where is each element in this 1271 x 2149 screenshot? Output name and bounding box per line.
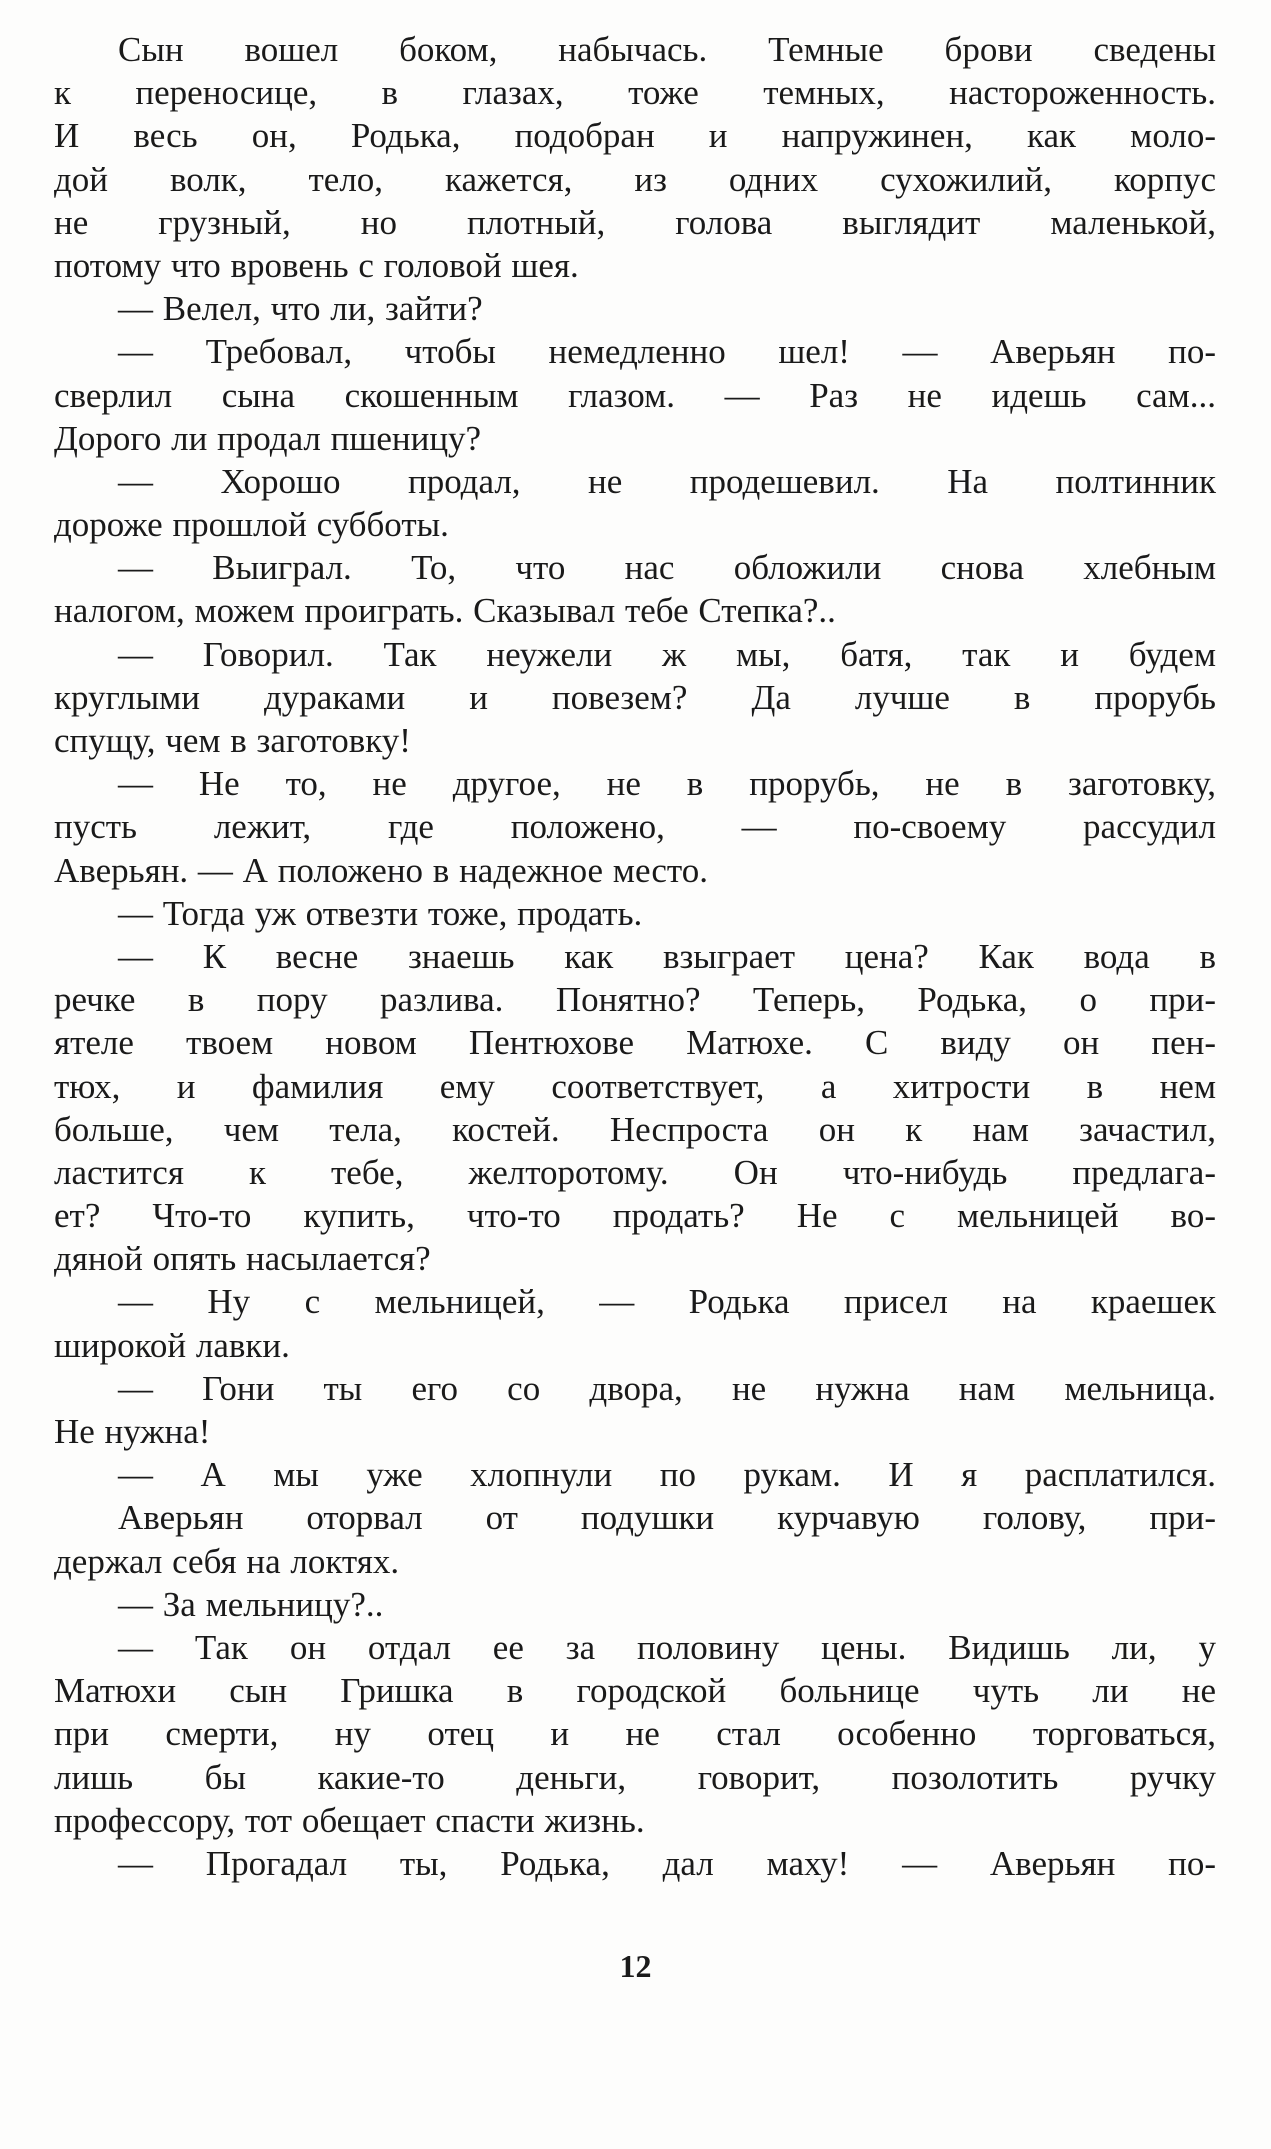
- text-line: — Говорил. Так неужели ж мы, батя, так и будем: [118, 634, 1216, 674]
- text-line: — Ну с мельницей, — Родька присел на краешек: [118, 1282, 1216, 1322]
- text-line: сверлил сына скошенным глазом. — Раз не идешь сам...: [54, 375, 1216, 415]
- text-line: спущу, чем в заготовку!: [54, 721, 411, 760]
- text-line: — Выиграл. То, что нас обложили снова хлебным: [118, 548, 1216, 588]
- text-line: — Прогадал ты, Родька, дал маху! — Аверьян по-: [118, 1843, 1216, 1883]
- text-line: — Не то, не другое, не в прорубь, не в заготовку,: [118, 764, 1216, 804]
- page-number: 12: [619, 1948, 652, 1984]
- text-line: — А мы уже хлопнули по рукам. И я расплатился.: [118, 1455, 1216, 1495]
- text-line: налогом, можем проиграть. Сказывал тебе Степка?..: [54, 591, 836, 631]
- text-line: не грузный, но плотный, голова выглядит маленькой,: [54, 202, 1216, 242]
- text-line: дяной опять насылается?: [54, 1239, 431, 1279]
- text-line: держал себя на локтях.: [54, 1541, 400, 1581]
- text-line: — Хорошо продал, не продешевил. На полтинник: [118, 461, 1216, 501]
- text-line: дороже прошлой субботы.: [54, 505, 449, 545]
- text-line: дой волк, тело, кажется, из одних сухожилий, корпус: [54, 159, 1216, 199]
- text-line: широкой лавки.: [54, 1325, 290, 1365]
- text-line: — За мельницу?..: [118, 1584, 384, 1624]
- text-line: — К весне знаешь как взыграет цена? Как вода в: [118, 936, 1216, 976]
- text-line: к переносице, в глазах, тоже темных, настороженность.: [54, 73, 1216, 113]
- text-line: лишь бы какие-то деньги, говорит, позолотить ручку: [54, 1757, 1216, 1797]
- text-line: Матюхи сын Гришка в городской больнице чуть ли не: [54, 1671, 1216, 1711]
- text-line: Аверьян оторвал от подушки курчавую голову, при-: [118, 1498, 1216, 1538]
- text-line: И весь он, Родька, подобран и напружинен, как моло-: [54, 116, 1216, 156]
- text-line: круглыми дураками и повезем? Да лучше в прорубь: [54, 677, 1216, 717]
- text-line: Аверьян. — А положено в надежное место.: [54, 850, 708, 890]
- text-line: потому что вровень с головой шея.: [54, 245, 579, 285]
- text-line: при смерти, ну отец и не стал особенно торговаться,: [54, 1714, 1216, 1754]
- text-line: тюх, и фамилия ему соответствует, а хитрости в нем: [54, 1066, 1216, 1106]
- text-line: речке в пору разлива. Понятно? Теперь, Родька, о при-: [54, 980, 1216, 1020]
- text-line: — Тогда уж отвезти тоже, продать.: [118, 893, 643, 933]
- text-line: ятеле твоем новом Пентюхове Матюхе. С виду он пен-: [54, 1023, 1216, 1063]
- text-line: — Велел, что ли, зайти?: [118, 289, 483, 329]
- text-line: — Гони ты его со двора, не нужна нам мельница.: [118, 1368, 1216, 1408]
- text-line: Сын вошел боком, набычась. Темные брови сведены: [118, 30, 1216, 69]
- body-text: [54, 28, 1216, 1885]
- text-line: — Требовал, чтобы немедленно шел! — Аверьян по-: [118, 332, 1216, 372]
- text-line: ет? Что-то купить, что-то продать? Не с мельницей во-: [54, 1196, 1216, 1236]
- text-line: Дорого ли продал пшеницу?: [54, 418, 482, 458]
- text-line: Не нужна!: [54, 1412, 211, 1451]
- text-line: ластится к тебе, желторотому. Он что-нибудь предлага-: [54, 1152, 1216, 1192]
- text-line: профессору, тот обещает спасти жизнь.: [54, 1800, 645, 1840]
- text-line: — Так он отдал ее за половину цены. Видишь ли, у: [118, 1627, 1216, 1667]
- text-line: пусть лежит, где положено, — по-своему рассудил: [54, 807, 1216, 847]
- text-line: больше, чем тела, костей. Неспроста он к нам зачастил,: [54, 1109, 1216, 1149]
